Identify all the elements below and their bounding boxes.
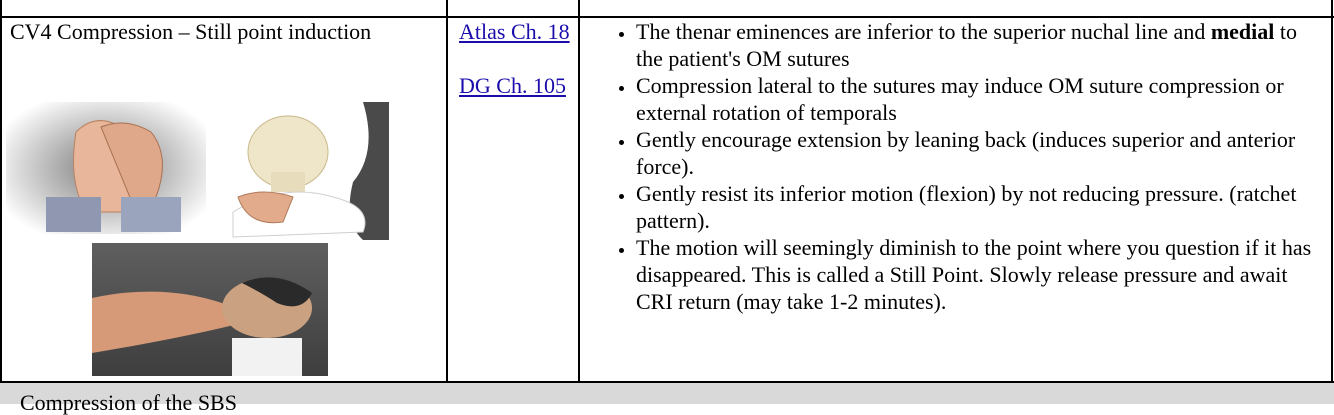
technique-name: CV4 Compression – Still point induction	[10, 19, 372, 44]
note-text: Compression lateral to the sutures may induce OM suture compression or external rotation of temporals	[636, 73, 1284, 125]
notes-cell	[590, 18, 1315, 315]
notes-list	[590, 18, 1315, 315]
skull-demonstration-image	[213, 102, 389, 240]
atlas-chapter-link[interactable]: Atlas Ch. 18	[459, 19, 570, 44]
note-item	[636, 126, 1315, 180]
table-divider-2	[578, 0, 580, 383]
table-left-border	[0, 0, 2, 404]
note-text: Gently resist its inferior motion (flexion) by not reducing pressure. (ratchet pattern).	[636, 181, 1297, 233]
note-item	[636, 18, 1315, 72]
note-item	[636, 234, 1315, 315]
references-cell	[459, 18, 574, 99]
note-emphasis: medial	[1210, 19, 1275, 44]
table-divider-1	[446, 0, 448, 383]
next-row-text: Compression of the SBS	[20, 390, 237, 415]
note-text: Gently encourage extension by leaning back (induces superior and anterior force).	[636, 127, 1296, 179]
note-item	[636, 180, 1315, 234]
note-text: to the patient's OM sutures	[636, 19, 1298, 71]
note-text: The motion will seemingly diminish to the point where you question if it has disappeared. This is called a Still Point. Slowly release pressure and await CRI return (may take 1-2 minutes).	[636, 235, 1312, 314]
dg-chapter-link[interactable]: DG Ch. 105	[459, 73, 566, 98]
table-right-border	[1331, 0, 1333, 404]
note-item	[636, 72, 1315, 126]
hands-cupped-image	[6, 102, 206, 234]
patient-supine-image	[92, 243, 328, 376]
note-text: The thenar eminences are inferior to the superior nuchal line and	[636, 19, 1211, 44]
